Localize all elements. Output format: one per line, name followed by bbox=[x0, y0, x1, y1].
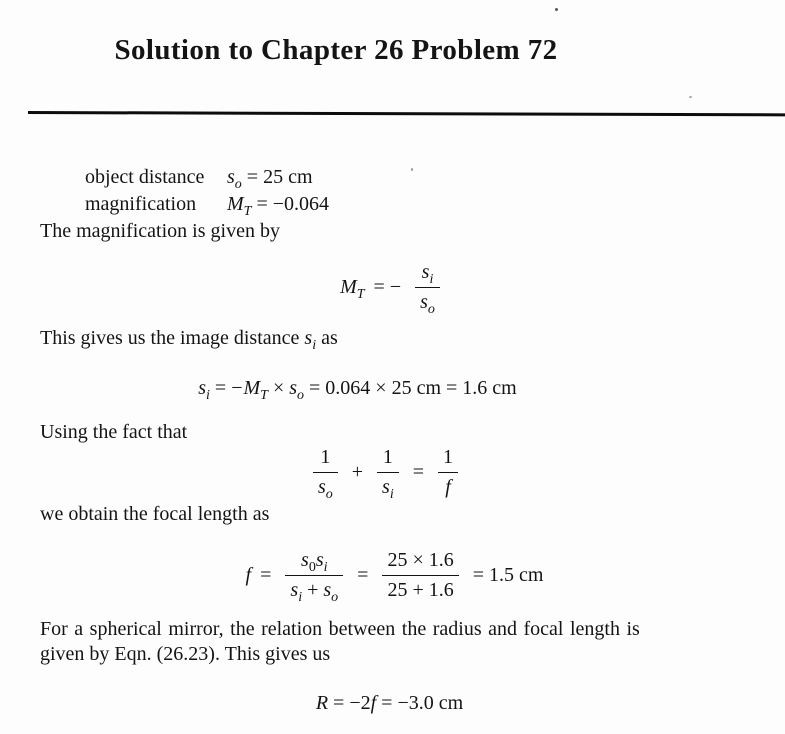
paragraph-obtain-focal: we obtain the focal length as bbox=[40, 503, 270, 525]
fraction-denominator: 25 + 1.6 bbox=[387, 579, 454, 601]
paragraph-image-distance: This gives us the image distance $s_i$ as bbox=[40, 327, 338, 353]
fraction-numerator: 25 × 1.6 bbox=[382, 549, 458, 576]
fraction bbox=[313, 446, 338, 502]
fraction-numerator: 1 bbox=[438, 446, 458, 473]
page-title: Solution to Chapter 26 Problem 72 bbox=[114, 34, 558, 66]
paragraph-spherical-mirror bbox=[40, 617, 755, 667]
math-relation: = bbox=[260, 564, 272, 586]
equation-lens bbox=[0, 446, 778, 502]
math-result: = −3.0 cm bbox=[376, 691, 464, 714]
given-label: magnification bbox=[85, 193, 197, 215]
scan-speck bbox=[555, 8, 558, 11]
math-operator: + bbox=[351, 461, 364, 483]
fraction-denominator: $s_i$ bbox=[382, 476, 394, 502]
fraction bbox=[377, 446, 399, 502]
math-relation: = bbox=[357, 564, 369, 586]
fraction-denominator: $s_o$ bbox=[317, 476, 333, 502]
fraction bbox=[382, 549, 458, 602]
paragraph-magnification-intro: The magnification is given by bbox=[40, 220, 280, 242]
given-values bbox=[85, 166, 329, 220]
equation-focal-length bbox=[4, 549, 785, 605]
math-term: f bbox=[370, 691, 377, 714]
fraction bbox=[285, 549, 343, 605]
fraction-numerator: 1 bbox=[313, 446, 338, 473]
fraction-denominator: $s_i + s_o$ bbox=[290, 579, 339, 605]
fraction-denominator: $s_o$ bbox=[420, 291, 435, 317]
equation-magnification bbox=[0, 261, 785, 317]
given-label: object distance bbox=[85, 166, 205, 188]
math-term: $M_T$ bbox=[340, 276, 365, 302]
math-operator: × bbox=[267, 376, 290, 399]
equation-image-distance bbox=[0, 376, 750, 403]
scan-speck bbox=[689, 96, 692, 98]
fraction bbox=[438, 446, 458, 499]
math-term: f bbox=[245, 564, 252, 586]
math-term: R bbox=[315, 691, 329, 714]
paragraph-line: given by Eqn. (26.23). This gives us bbox=[40, 643, 331, 665]
math-term: $s_i$ bbox=[198, 376, 210, 403]
equation-radius bbox=[0, 691, 782, 715]
given-row-object-distance bbox=[85, 166, 329, 193]
math-relation: = − bbox=[373, 276, 402, 298]
math-result: = 0.064 × 25 cm = 1.6 cm bbox=[304, 376, 517, 399]
paragraph-line: For a spherical mirror, the relation between the radius and focal length is bbox=[40, 618, 640, 640]
paragraph-using-fact: Using the fact that bbox=[40, 421, 188, 443]
fraction-numerator: 1 bbox=[377, 446, 399, 473]
fraction bbox=[415, 261, 440, 317]
math-relation: = bbox=[412, 461, 425, 483]
given-row-magnification bbox=[85, 193, 329, 220]
fraction-denominator: f bbox=[445, 476, 451, 498]
math-term: $s_o$ bbox=[289, 376, 305, 403]
math-relation: = −2 bbox=[328, 691, 371, 714]
fraction-numerator: $s_0s_i$ bbox=[285, 549, 343, 576]
math-term: $M_T$ bbox=[243, 376, 268, 403]
given-value: $s_o = 25$ cm bbox=[227, 166, 313, 192]
scan-speck bbox=[411, 168, 413, 171]
math-result: = 1.5 cm bbox=[472, 564, 544, 586]
math-relation: = − bbox=[209, 376, 243, 399]
given-value: $M_T = -0.064$ bbox=[227, 193, 330, 219]
fraction-numerator: $s_i$ bbox=[415, 261, 440, 288]
horizontal-rule bbox=[28, 111, 785, 116]
